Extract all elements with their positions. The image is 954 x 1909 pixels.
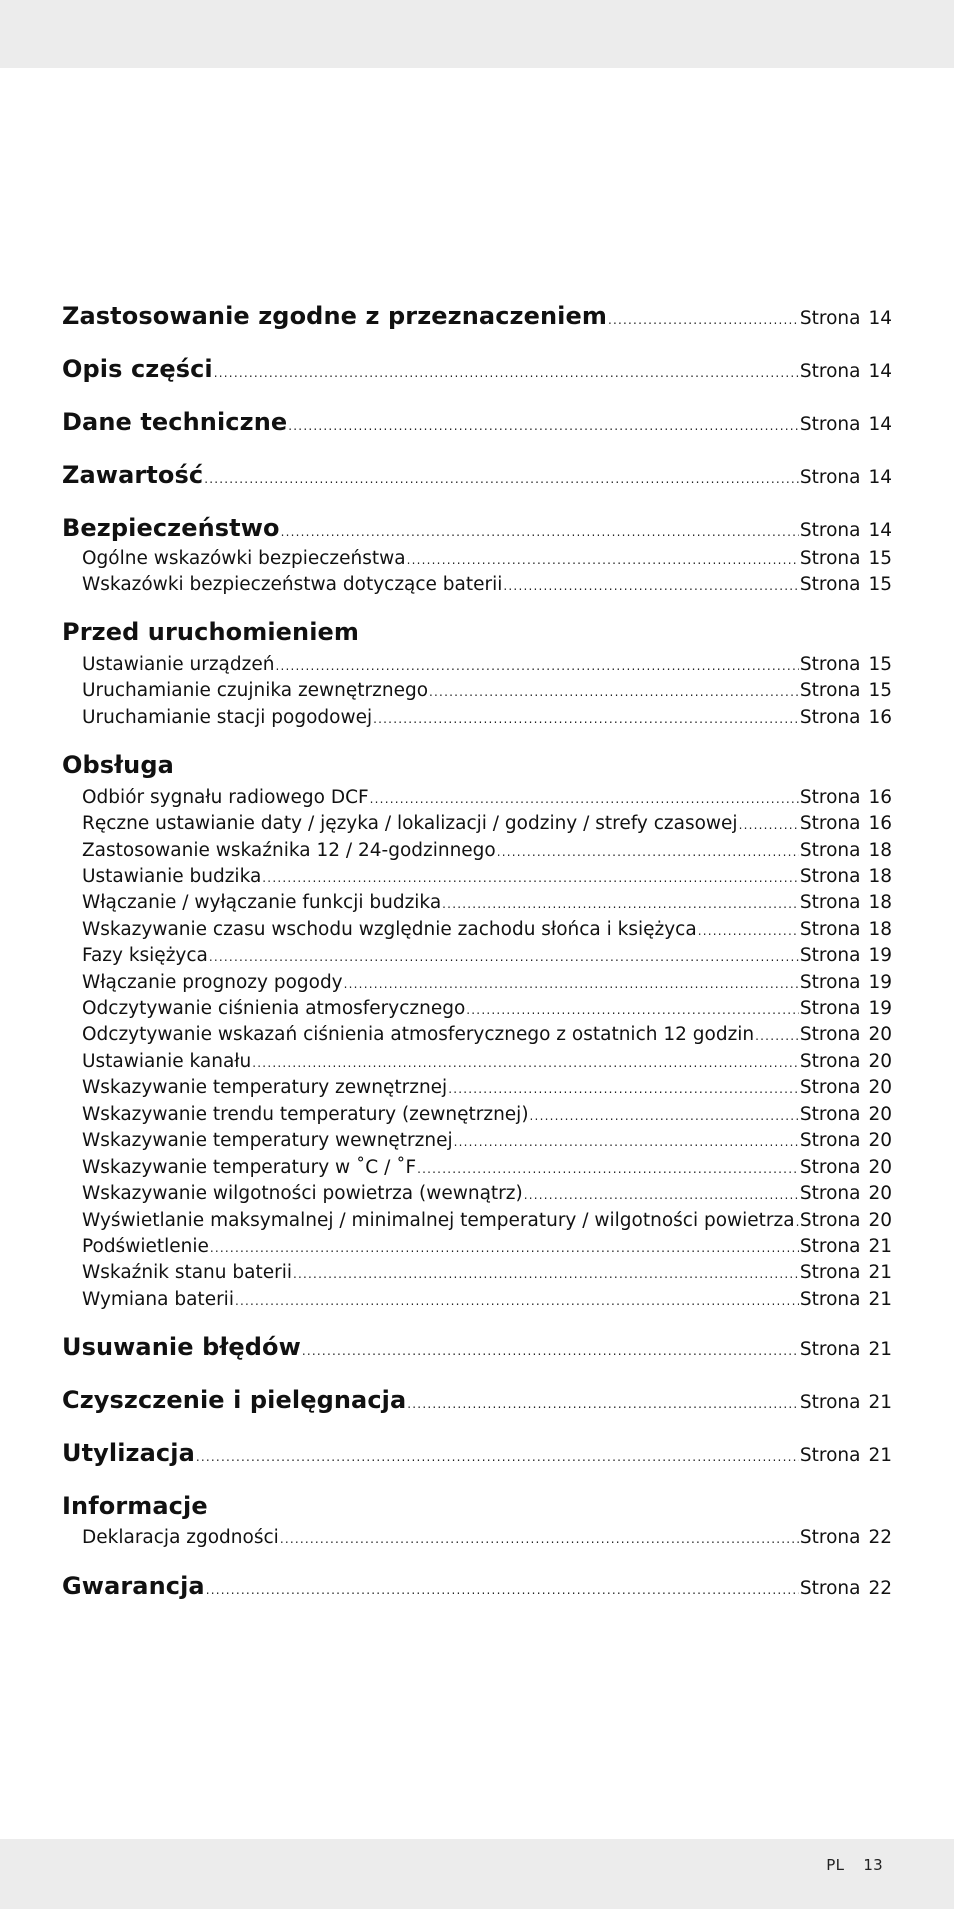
toc-page-number: 19 (868, 998, 892, 1019)
toc-page-label: Strona (799, 1289, 861, 1310)
toc-page-number: 20 (868, 1130, 892, 1151)
toc-dot-leader (196, 1450, 799, 1464)
toc-sub-entry[interactable] (82, 680, 892, 701)
toc-page-number: 14 (868, 520, 892, 541)
toc-entry-title: Deklaracja zgodności (82, 1527, 279, 1548)
toc-sub-entry[interactable] (82, 1236, 892, 1257)
toc-page-label: Strona (799, 1051, 861, 1072)
toc-entry-title: Wskazywanie temperatury zewnętrznej (82, 1077, 448, 1098)
toc-main-entry[interactable] (62, 408, 892, 436)
toc-dot-leader (454, 1135, 799, 1149)
toc-page-number: 16 (868, 813, 892, 834)
toc-page-label: Strona (799, 1157, 861, 1178)
toc-page-number: 16 (868, 707, 892, 728)
toc-entry-title: Uruchamianie stacji pogodowej (82, 707, 373, 728)
toc-main-entry[interactable] (62, 1572, 892, 1600)
toc-entry-title: Wskazówki bezpieczeństwa dotyczące baterii (82, 574, 503, 595)
toc-page-number: 14 (868, 414, 892, 435)
toc-dot-leader (214, 366, 799, 380)
toc-page-label: Strona (799, 998, 861, 1019)
toc-sub-entry[interactable] (82, 1289, 892, 1310)
toc-dot-leader (796, 1215, 799, 1229)
toc-page-label: Strona (799, 1183, 861, 1204)
toc-dot-leader (210, 1241, 799, 1255)
toc-dot-leader (739, 818, 799, 832)
toc-page-label: Strona (799, 467, 861, 488)
toc-entry-title: Wskazywanie trendu temperatury (zewnętrznej) (82, 1104, 529, 1125)
toc-entry-title: Ustawianie budzika (82, 866, 262, 887)
toc-main-entry[interactable] (62, 461, 892, 489)
toc-page-number: 21 (868, 1445, 892, 1466)
toc-entry-title: Włączanie prognozy pogody (82, 972, 343, 993)
toc-page-number: 18 (868, 840, 892, 861)
toc-page-label: Strona (799, 1024, 861, 1045)
toc-sub-entry[interactable] (82, 574, 892, 595)
toc-sub-entry[interactable] (82, 787, 892, 808)
toc-entry-title: Odczytywanie wskazań ciśnienia atmosferycznego z ostatnich 12 godzin (82, 1024, 755, 1045)
toc-page-label: Strona (799, 548, 861, 569)
toc-main-entry[interactable] (62, 355, 892, 383)
toc-page-number: 20 (868, 1024, 892, 1045)
toc-page-number: 20 (868, 1104, 892, 1125)
toc-main-entry[interactable] (62, 1333, 892, 1361)
toc-page-label: Strona (799, 1527, 861, 1548)
toc-page-label: Strona (799, 787, 861, 808)
toc-page-number: 21 (868, 1289, 892, 1310)
toc-page-number: 22 (868, 1527, 892, 1548)
toc-entry-title: Zawartość (62, 461, 204, 489)
toc-dot-leader (417, 1162, 799, 1176)
toc-page-number: 20 (868, 1183, 892, 1204)
toc-sub-entry[interactable] (82, 972, 892, 993)
toc-dot-leader (204, 472, 799, 486)
toc-entry-title: Wskazywanie temperatury wewnętrznej (82, 1130, 453, 1151)
toc-page-label: Strona (799, 308, 861, 329)
toc-main-entry[interactable] (62, 1386, 892, 1414)
toc-sub-entry[interactable] (82, 892, 892, 913)
toc-page-label: Strona (799, 361, 861, 382)
toc-page-number: 21 (868, 1339, 892, 1360)
toc-entry-title: Włączanie / wyłączanie funkcji budzika (82, 892, 442, 913)
toc-dot-leader (206, 1583, 799, 1597)
toc-entry-title: Ustawianie kanału (82, 1051, 252, 1072)
toc-page-label: Strona (799, 919, 861, 940)
toc-page-number: 14 (868, 467, 892, 488)
toc-page-number: 20 (868, 1051, 892, 1072)
toc-page-label: Strona (799, 1077, 861, 1098)
toc-entry-title: Ustawianie urządzeń (82, 654, 275, 675)
toc-sub-entry[interactable] (82, 1130, 892, 1151)
toc-entry-title: Wskazywanie czasu wschodu względnie zachodu słońca i księżyca (82, 919, 697, 940)
toc-page-number: 14 (868, 308, 892, 329)
toc-page-label: Strona (799, 680, 861, 701)
toc-dot-leader (466, 1003, 799, 1017)
toc-dot-leader (373, 712, 799, 726)
toc-sub-entry[interactable] (82, 1210, 892, 1231)
footer-language: PL (826, 1856, 845, 1874)
toc-dot-leader (407, 553, 799, 567)
toc-page-label: Strona (799, 1104, 861, 1125)
toc-sub-entry[interactable] (82, 945, 892, 966)
toc-entry-title: Utylizacja (62, 1439, 195, 1467)
toc-sub-entry[interactable] (82, 1262, 892, 1283)
toc-entry-title: Zastosowanie wskaźnika 12 / 24-godzinnego (82, 840, 496, 861)
toc-main-entry[interactable] (62, 1439, 892, 1467)
toc-dot-leader (429, 685, 799, 699)
toc-dot-leader (344, 977, 799, 991)
toc-page-number: 18 (868, 919, 892, 940)
toc-entry-title: Ogólne wskazówki bezpieczeństwa (82, 548, 406, 569)
toc-page-label: Strona (799, 840, 861, 861)
toc-page-number: 15 (868, 574, 892, 595)
toc-page-number: 21 (868, 1392, 892, 1413)
toc-dot-leader (370, 792, 799, 806)
toc-page-label: Strona (799, 945, 861, 966)
toc-page-label: Strona (799, 1262, 861, 1283)
toc-entry-title: Wskazywanie temperatury w ˚C / ˚F (82, 1157, 417, 1178)
toc-dot-leader (262, 871, 799, 885)
toc-entry-title: Wskaźnik stanu baterii (82, 1262, 292, 1283)
toc-entry-title: Wymiana baterii (82, 1289, 234, 1310)
toc-dot-leader (503, 579, 798, 593)
toc-dot-leader (698, 924, 799, 938)
toc-dot-leader (755, 1029, 799, 1043)
toc-entry-title: Gwarancja (62, 1572, 205, 1600)
toc-sub-entry[interactable] (82, 1051, 892, 1072)
toc-page-number: 21 (868, 1236, 892, 1257)
toc-page-number: 20 (868, 1077, 892, 1098)
toc-page-label: Strona (799, 1578, 861, 1599)
toc-dot-leader (252, 1056, 799, 1070)
toc-sub-entry[interactable] (82, 548, 892, 569)
toc-dot-leader (280, 1532, 799, 1546)
toc-page-label: Strona (799, 1445, 861, 1466)
toc-page-label: Strona (799, 1130, 861, 1151)
bottom-margin-band (0, 1839, 954, 1909)
toc-sub-entry[interactable] (82, 1157, 892, 1178)
toc-entry-title: Fazy księżyca (82, 945, 208, 966)
toc-entry-title: Uruchamianie czujnika zewnętrznego (82, 680, 429, 701)
toc-entry-title: Czyszczenie i pielęgnacja (62, 1386, 407, 1414)
toc-page-number: 21 (868, 1262, 892, 1283)
toc-page-label: Strona (799, 654, 861, 675)
toc-entry-title: Opis części (62, 355, 213, 383)
toc-sub-entry[interactable] (82, 813, 892, 834)
toc-dot-leader (288, 419, 799, 433)
toc-dot-leader (448, 1082, 799, 1096)
toc-dot-leader (275, 659, 798, 673)
toc-entry-title: Odbiór sygnału radiowego DCF (82, 787, 369, 808)
toc-entry-title: Zastosowanie zgodne z przeznaczeniem (62, 302, 607, 330)
toc-sub-entry[interactable] (82, 1077, 892, 1098)
toc-page-number: 20 (868, 1157, 892, 1178)
page-footer (812, 1856, 883, 1874)
toc-page-label: Strona (799, 1392, 861, 1413)
toc-page-label: Strona (799, 520, 861, 541)
toc-section-heading: Informacje (62, 1492, 208, 1520)
toc-dot-leader (530, 1109, 799, 1123)
toc-page-number: 20 (868, 1210, 892, 1231)
toc-sub-entry[interactable] (82, 1024, 892, 1045)
toc-page-label: Strona (799, 866, 861, 887)
toc-page-number: 22 (868, 1578, 892, 1599)
toc-sub-entry[interactable] (82, 654, 892, 675)
toc-main-entry[interactable] (62, 302, 892, 330)
toc-page-number: 15 (868, 680, 892, 701)
toc-page-number: 19 (868, 945, 892, 966)
toc-page-number: 15 (868, 654, 892, 675)
toc-page-label: Strona (799, 1339, 861, 1360)
footer-page-number: 13 (863, 1856, 883, 1874)
toc-sub-entry[interactable] (82, 840, 892, 861)
toc-page-label: Strona (799, 574, 861, 595)
toc-entry-title: Wskazywanie wilgotności powietrza (wewnątrz) (82, 1183, 523, 1204)
toc-dot-leader (407, 1397, 799, 1411)
toc-page-number: 16 (868, 787, 892, 808)
toc-dot-leader (497, 845, 799, 859)
toc-dot-leader (209, 950, 799, 964)
toc-page-label: Strona (799, 892, 861, 913)
toc-entry-title: Bezpieczeństwo (62, 514, 280, 542)
toc-entry-title: Odczytywanie ciśnienia atmosferycznego (82, 998, 466, 1019)
toc-sub-entry[interactable] (82, 866, 892, 887)
toc-entry-title: Usuwanie błędów (62, 1333, 301, 1361)
toc-dot-leader (293, 1267, 799, 1281)
toc-entry-title: Podświetlenie (82, 1236, 209, 1257)
toc-page-number: 15 (868, 548, 892, 569)
toc-main-entry[interactable] (62, 514, 892, 542)
toc-page-number: 14 (868, 361, 892, 382)
toc-section-heading: Przed uruchomieniem (62, 618, 360, 646)
toc-dot-leader (524, 1188, 799, 1202)
toc-page-number: 19 (868, 972, 892, 993)
toc-dot-leader (281, 525, 799, 539)
toc-sub-entry[interactable] (82, 707, 892, 728)
toc-page-label: Strona (799, 707, 861, 728)
toc-dot-leader (608, 313, 799, 327)
toc-dot-leader (302, 1344, 799, 1358)
toc-sub-entry[interactable] (82, 919, 892, 940)
toc-page-number: 18 (868, 892, 892, 913)
toc-page-label: Strona (799, 813, 861, 834)
toc-sub-entry[interactable] (82, 998, 892, 1019)
toc-dot-leader (235, 1294, 799, 1308)
toc-page-label: Strona (799, 414, 861, 435)
toc-sub-entry[interactable] (82, 1183, 892, 1204)
toc-sub-entry[interactable] (82, 1104, 892, 1125)
toc-sub-entry[interactable] (82, 1527, 892, 1548)
toc-page-label: Strona (799, 1210, 861, 1231)
toc-page-label: Strona (799, 1236, 861, 1257)
toc-page-number: 18 (868, 866, 892, 887)
toc-entry-title: Ręczne ustawianie daty / języka / lokalizacji / godziny / strefy czasowej (82, 813, 738, 834)
toc-entry-title: Wyświetlanie maksymalnej / minimalnej temperatury / wilgotności powietrza (82, 1210, 795, 1231)
toc-page-label: Strona (799, 972, 861, 993)
toc-section-heading: Obsługa (62, 751, 174, 779)
toc-dot-leader (442, 897, 799, 911)
toc-entry-title: Dane techniczne (62, 408, 288, 436)
